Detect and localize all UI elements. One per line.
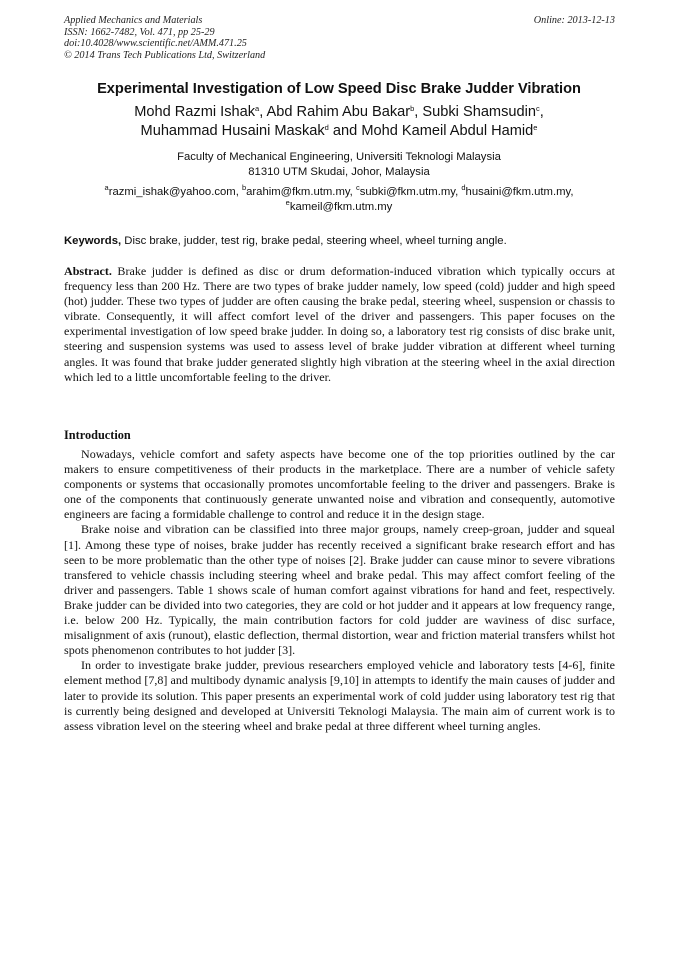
author-name: Subki Shamsudin [422,104,536,120]
abstract [64,264,615,385]
keywords-label: Keywords, [64,235,122,247]
email-address: razmi_ishak@yahoo.com [108,186,236,198]
paragraph: Brake noise and vibration can be classified into three major groups, namely creep-groan, judder and squeal [1]. Among these type of noises, brake judder has recently received a significant brake research effort and has seen to be more problematic than the other type of noises [2]. Brake judder can cause minor to severe vibrations transfered to vehicle chassis including steering wheel and brake pedal. This may affect comfort feeling of the driver and passengers. Table 1 shows scale of human comfort against vibrations for hand and feet, respectively. Brake judder can be divided into two categories, they are cold or hot judder and it appears at low frequency range, i.e. below 200 Hz. Typically, the main contribution factors for cold judder are waviness of disc surface, misalignment of axis (runout), elastic deflection, thermal distortion, wear and friction material transfers whilst hot spots phenomenon contributes to hot judder [3]. [64,522,615,658]
keywords [64,235,624,247]
section-heading: Introduction [64,428,131,442]
email-address: arahim@fkm.utm.my [246,186,350,198]
author-marker: e [533,122,538,132]
author-separator: , [259,104,267,120]
paragraph: Nowadays, vehicle comfort and safety aspects have become one of the top priorities outlined by the car makers to ensure competitiveness of their products in the marketplace. There are a number of vehicle safety components or systems that occasionally promotes uncomfortable feeling to the driver and passengers. Brake is one of the components that continuously generate unwanted noise and vibration and consequently, automotive engineers are facing a formidable challenge to control and reduce it in the design stage. [64,447,615,522]
email-address: husaini@fkm.utm.my [465,186,571,198]
email-list [60,185,618,215]
email-marker: b [241,183,247,192]
author-separator: , [414,104,423,120]
keywords-text: Disc brake, judder, test rig, brake pedal, steering wheel, wheel turning angle. [121,235,507,247]
email-marker: e [285,198,290,207]
abstract-label: Abstract. [64,264,112,278]
doi-line: doi:10.4028/www.scientific.net/AMM.471.25 [64,38,247,50]
author-separator: and [328,122,362,139]
email-marker: c [355,183,360,192]
issn-line: ISSN: 1662-7482, Vol. 471, pp 25-29 [64,26,215,38]
paragraph: In order to investigate brake judder, previous researchers employed vehicle and laboratory tests [4-6], finite element method [7,8] and multibody dynamic analysis [9,10] in attempts to identify the main causes of judder and later to provide its solution. This paper presents an experimental work of cold judder using laboratory test rig that is currently being designed and developed at Universiti Teknologi Malaysia. The main aim of current work is to assess vibration level on the steering wheel and brake pedal at three different wheel turning angles. [64,658,615,733]
author-marker: b [410,104,415,113]
email-separator: , [455,186,462,198]
email-separator: , [349,186,356,198]
author-name: Abd Rahim Abu Bakar [266,104,411,120]
author-marker: a [255,104,260,113]
author-list [60,103,618,140]
email-address: kameil@fkm.utm.my [289,201,393,213]
email-marker: a [104,183,109,192]
affiliation-line: 81310 UTM Skudai, Johor, Malaysia [248,166,430,179]
author-marker: c [535,104,540,113]
author-name: Muhammad Husaini Maskak [140,122,325,139]
author-marker: d [324,122,329,132]
email-marker: d [461,183,466,192]
author-name: Mohd Kameil Abdul Hamid [361,122,534,139]
copyright-line: © 2014 Trans Tech Publications Ltd, Switzerland [64,49,266,61]
journal-name: Applied Mechanics and Materials [64,15,203,26]
online-date: Online: 2013-12-13 [533,15,615,26]
email-separator: , [235,186,242,198]
affiliation-line: Faculty of Mechanical Engineering, Universiti Teknologi Malaysia [177,151,501,163]
author-name: Mohd Razmi Ishak [134,104,256,120]
author-separator: , [539,104,544,120]
affiliation [60,150,618,181]
email-separator: , [570,186,574,198]
introduction-body [64,447,615,734]
email-address: subki@fkm.utm.my [359,186,456,198]
journal-header [64,15,615,61]
paper-title: Experimental Investigation of Low Speed Disc Brake Judder Vibration [97,81,581,97]
abstract-text: Brake judder is defined as disc or drum deformation-induced vibration which typically occurs at frequency less than 200 Hz. There are two types of brake judder namely, low speed (cold) judder and high speed (hot) judder. These two types of judder are often causing the brake pedal, steering wheel, suspension or chassis to vibrate. Consequently, it will affect comfort level of the driver and passengers. This paper focuses on the experimental investigation of low speed brake judder. In doing so, a laboratory test rig consists of disc brake unit, steering and suspension systems was used to assess level of brake judder vibration at different wheel turning angles. It was found that brake judder generated slightly high vibration at the steering wheel in the axial direction which led to a little uncomfortable feeling to the driver. [64,264,615,384]
